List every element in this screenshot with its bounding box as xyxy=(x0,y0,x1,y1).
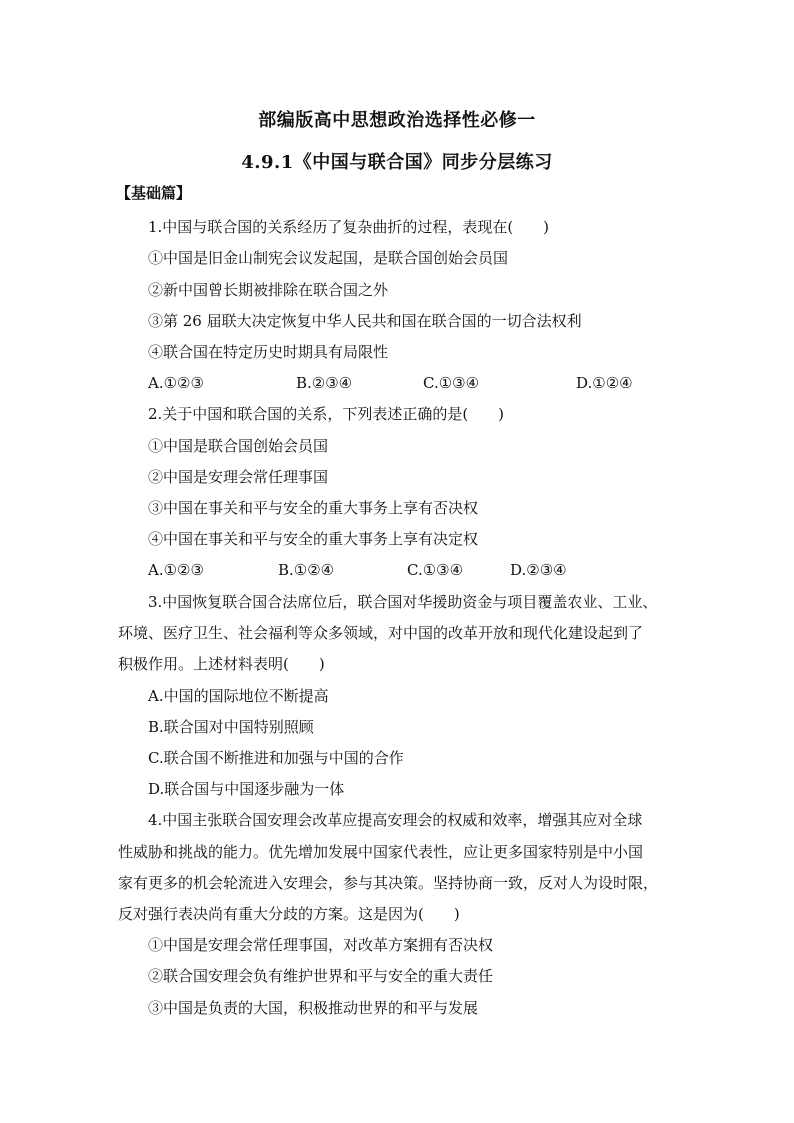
option-c: C.①③④ xyxy=(407,561,464,579)
question-3-option: A.中国的国际地位不断提高 xyxy=(148,687,329,705)
option-d: D.①②④ xyxy=(576,374,633,392)
question-2-item: ①中国是联合国创始会员国 xyxy=(148,437,329,455)
question-4-stem: 家有更多的机会轮流进入安理会，参与其决策。坚持协商一致，反对人为设时限， xyxy=(118,874,659,892)
question-4-item: ①中国是安理会常任理事国，对改革方案拥有否决权 xyxy=(148,936,494,954)
option-b: B.①②④ xyxy=(278,561,335,579)
question-4-stem: 4.中国主张联合国安理会改革应提高安理会的权威和效率，增强其应对全球 xyxy=(148,811,643,829)
question-4-item: ③中国是负责的大国，积极推动世界的和平与发展 xyxy=(148,999,479,1017)
document-subtitle: 4.9.1《中国与联合国》同步分层练习 xyxy=(241,152,553,173)
question-3-stem: 积极作用。上述材料表明( ) xyxy=(118,655,325,673)
section-heading: 【基础篇】 xyxy=(116,184,192,202)
option-c: C.①③④ xyxy=(423,374,480,392)
question-1-item: ③第 26 届联大决定恢复中华人民共和国在联合国的一切合法权利 xyxy=(148,312,582,330)
option-b: B.②③④ xyxy=(296,374,353,392)
question-4-stem: 性威胁和挑战的能力。优先增加发展中国家代表性，应让更多国家特别是中小国 xyxy=(118,843,644,861)
question-2-stem: 2.关于中国和联合国的关系，下列表述正确的是( ) xyxy=(148,405,505,423)
question-3-option: D.联合国与中国逐步融为一体 xyxy=(148,780,345,798)
option-a: A.①②③ xyxy=(148,374,204,392)
question-1-item: ②新中国曾长期被排除在联合国之外 xyxy=(148,281,389,299)
question-4-item: ②联合国安理会负有维护世界和平与安全的重大责任 xyxy=(148,967,494,985)
option-d: D.②③④ xyxy=(510,561,567,579)
question-3-option: B.联合国对中国特别照顾 xyxy=(148,718,314,736)
question-2-item: ④中国在事关和平与安全的重大事务上享有决定权 xyxy=(148,530,479,548)
question-1-item: ①中国是旧金山制宪会议发起国，是联合国创始会员国 xyxy=(148,249,509,267)
question-4-stem: 反对强行表决尚有重大分歧的方案。这是因为( ) xyxy=(118,905,460,923)
question-3-stem: 3.中国恢复联合国合法席位后，联合国对华援助资金与项目覆盖农业、工业、 xyxy=(148,593,658,611)
question-1-item: ④联合国在特定历史时期具有局限性 xyxy=(148,343,389,361)
question-3-stem: 环境、医疗卫生、社会福利等众多领域，对中国的改革开放和现代化建设起到了 xyxy=(118,624,644,642)
question-2-item: ③中国在事关和平与安全的重大事务上享有否决权 xyxy=(148,499,479,517)
question-1-stem: 1.中国与联合国的关系经历了复杂曲折的过程，表现在( ) xyxy=(148,218,550,236)
question-3-option: C.联合国不断推进和加强与中国的合作 xyxy=(148,749,404,767)
option-a: A.①②③ xyxy=(148,561,204,579)
document-title: 部编版高中思想政治选择性必修一 xyxy=(258,110,536,131)
question-2-item: ②中国是安理会常任理事国 xyxy=(148,468,329,486)
